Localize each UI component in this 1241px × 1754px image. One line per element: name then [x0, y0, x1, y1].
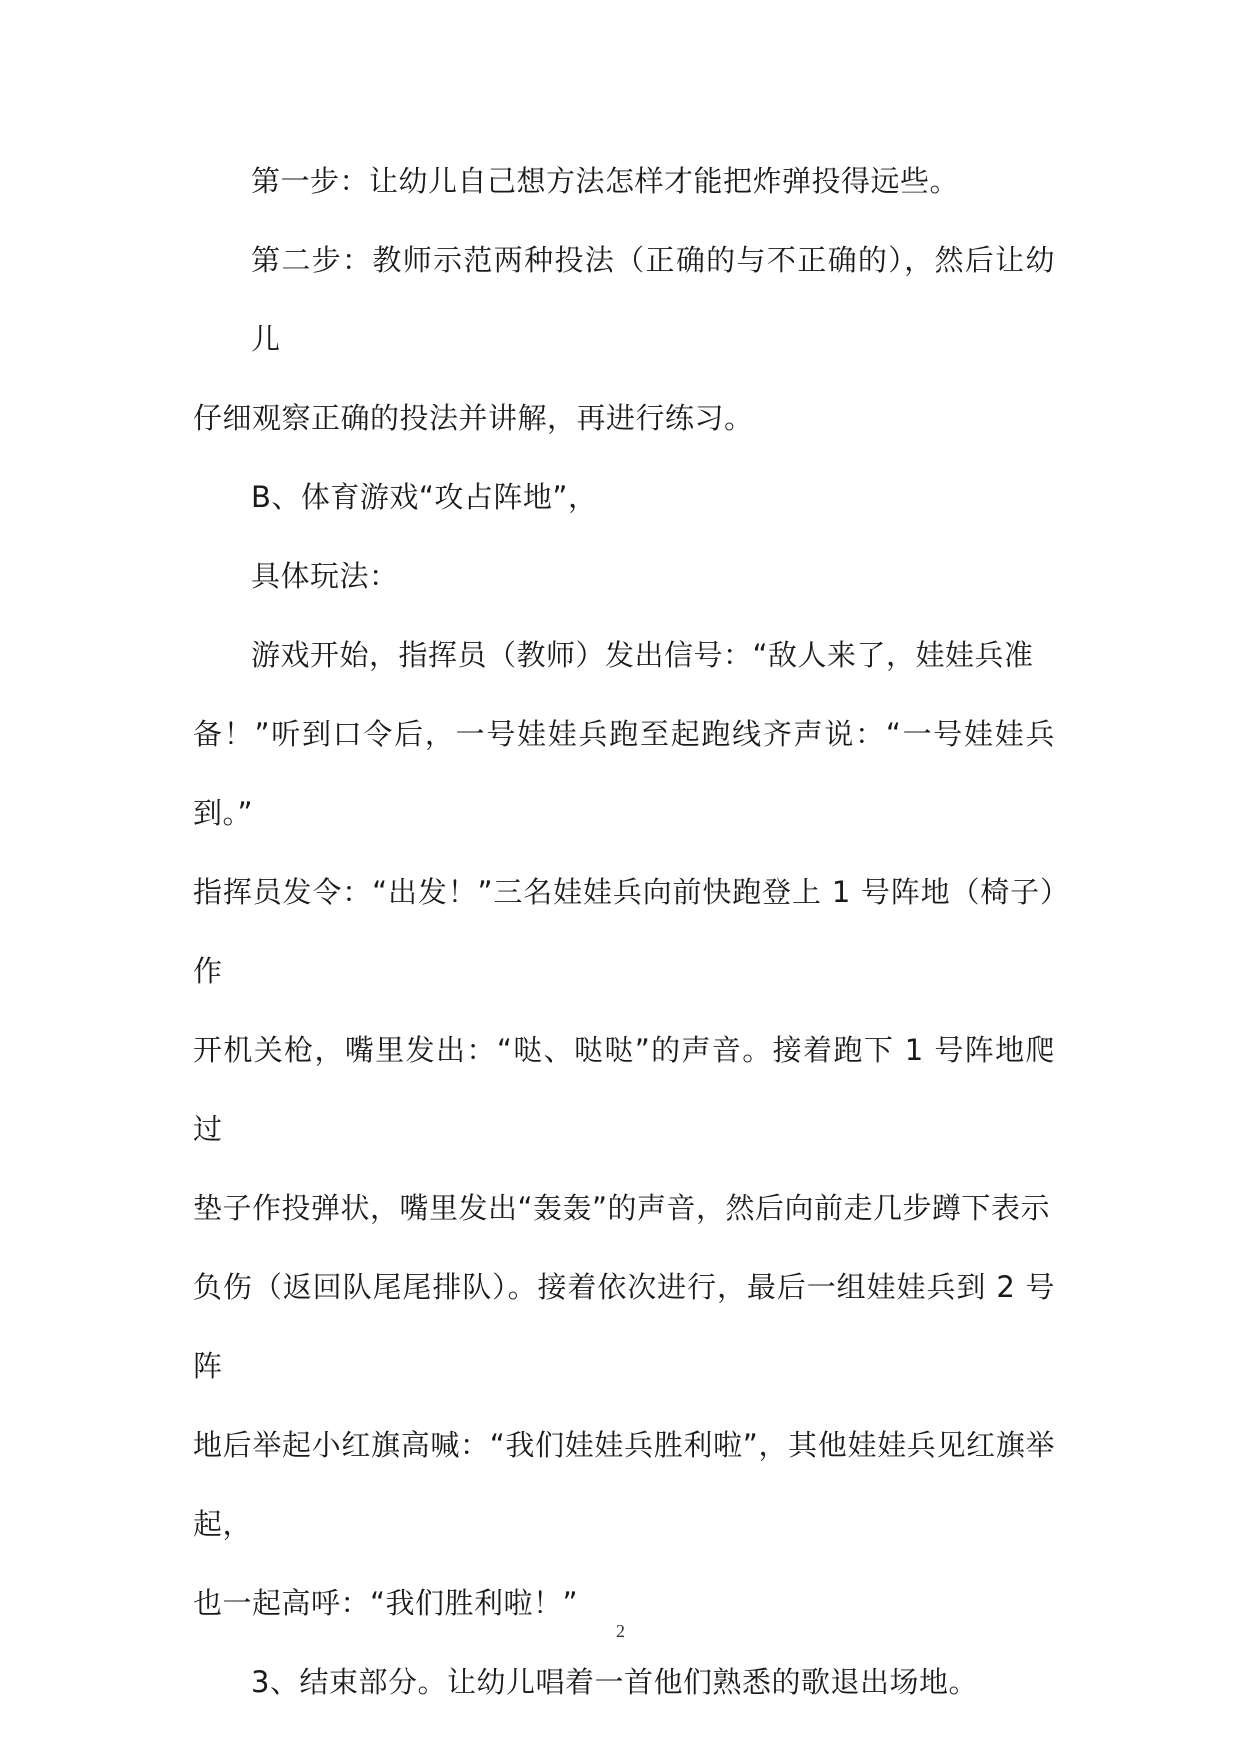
- text-line: 垫子作投弹状，嘴里发出“轰轰”的声音，然后向前走几步蹲下表示: [193, 1191, 1051, 1225]
- text-line: 仔细观察正确的投法并讲解，再进行练习。: [193, 401, 754, 435]
- text-line: 3、结束部分。让幼儿唱着一首他们熟悉的歌退出场地。: [251, 1665, 978, 1699]
- text-line: 地后举起小红旗高喊：“我们娃娃兵胜利啦”，其他娃娃兵见红旗举起，: [193, 1428, 1055, 1541]
- paragraph-game-title: [193, 458, 1055, 537]
- text-line: 具体玩法：: [251, 559, 399, 593]
- paragraph-game-description: [193, 616, 1055, 1643]
- text-line: 备！”听到口令后，一号娃娃兵跑至起跑线齐声说：“一号娃娃兵到。”: [193, 717, 1055, 830]
- paragraph-step-two: [193, 221, 1055, 458]
- text-line: 负伤（返回队尾尾排队）。接着依次进行，最后一组娃娃兵到 2 号阵: [193, 1270, 1055, 1383]
- page-number: 2: [616, 1621, 625, 1641]
- text-line: B、体育游戏“攻占阵地”，: [251, 480, 598, 514]
- text-line: 第二步：教师示范两种投法（正确的与不正确的），然后让幼儿: [251, 243, 1055, 356]
- paragraph-how-to-play: [193, 537, 1055, 616]
- document-body: [193, 142, 1055, 1722]
- text-line: 指挥员发令：“出发！”三名娃娃兵向前快跑登上 1 号阵地（椅子）作: [193, 875, 1055, 988]
- text-line: 第一步：让幼儿自己想方法怎样才能把炸弹投得远些。: [251, 164, 960, 198]
- text-line: 也一起高呼：“我们胜利啦！”: [193, 1586, 579, 1620]
- paragraph-ending: [193, 1643, 1055, 1722]
- text-line: 开机关枪，嘴里发出：“哒、哒哒”的声音。接着跑下 1 号阵地爬过: [193, 1033, 1055, 1146]
- text-line: 游戏开始，指挥员（教师）发出信号：“敌人来了，娃娃兵准: [251, 638, 1034, 672]
- paragraph-step-one: [193, 142, 1055, 221]
